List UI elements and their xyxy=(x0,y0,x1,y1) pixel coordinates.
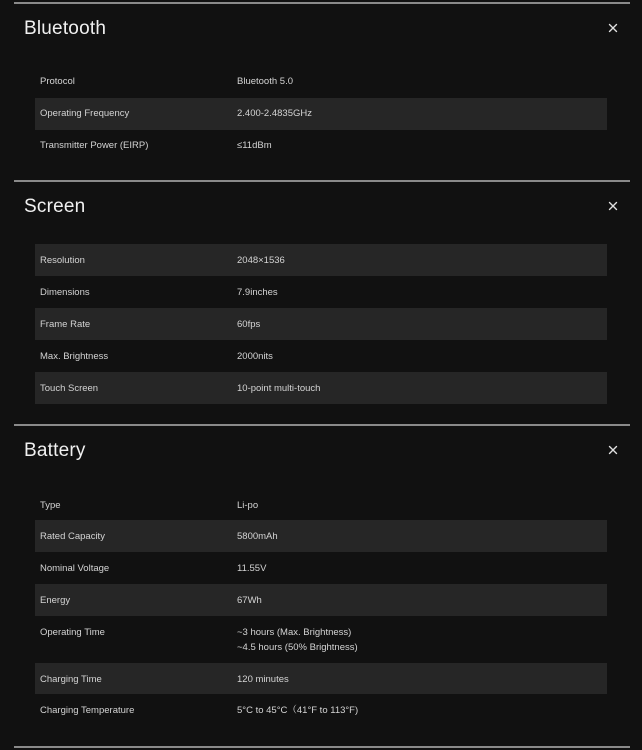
spec-label: Frame Rate xyxy=(40,319,91,330)
spec-value: 2000nits xyxy=(237,351,273,362)
spec-value: ~3 hours (Max. Brightness) xyxy=(237,627,352,638)
spec-row xyxy=(35,340,607,372)
section-screen xyxy=(14,180,630,394)
spec-label: Protocol xyxy=(40,76,75,87)
spec-label: Type xyxy=(40,500,61,511)
collapse-battery-button[interactable] xyxy=(606,443,620,457)
spec-row xyxy=(35,98,607,130)
spec-row xyxy=(35,520,607,552)
spec-value: 7.9inches xyxy=(237,287,278,298)
spec-label: Operating Frequency xyxy=(40,108,130,119)
close-icon xyxy=(606,21,620,35)
collapse-screen-button[interactable] xyxy=(606,199,620,213)
spec-label: Operating Time xyxy=(40,627,105,638)
spec-row xyxy=(35,308,607,340)
spec-value: 120 minutes xyxy=(237,674,289,685)
bottom-divider xyxy=(14,746,630,748)
spec-label: Rated Capacity xyxy=(40,531,105,542)
spec-value: 10-point multi-touch xyxy=(237,383,321,394)
section-title: Battery xyxy=(24,440,86,461)
spec-label: Nominal Voltage xyxy=(40,563,110,574)
spec-row xyxy=(35,663,607,694)
close-icon xyxy=(606,443,620,457)
spec-value-secondary: ~4.5 hours (50% Brightness) xyxy=(237,642,358,653)
spec-value: 2.400-2.4835GHz xyxy=(237,108,312,119)
spec-row xyxy=(35,372,607,404)
collapse-bluetooth-button[interactable] xyxy=(606,21,620,35)
spec-label: Max. Brightness xyxy=(40,351,109,362)
spec-row xyxy=(35,584,607,616)
spec-value: Li-po xyxy=(237,500,259,511)
spec-row xyxy=(35,276,607,308)
spec-value: 67Wh xyxy=(237,595,262,606)
spec-label: Touch Screen xyxy=(40,383,99,394)
spec-row xyxy=(35,616,607,663)
spec-value: 2048×1536 xyxy=(237,255,285,266)
spec-row xyxy=(35,130,607,162)
spec-value: 5°C to 45°C（41°F to 113°F) xyxy=(237,705,359,716)
spec-label: Transmitter Power (EIRP) xyxy=(40,140,149,151)
close-icon xyxy=(606,199,620,213)
spec-row xyxy=(35,694,607,726)
spec-row xyxy=(35,488,607,520)
spec-list xyxy=(35,244,607,404)
spec-row xyxy=(35,244,607,276)
spec-label: Charging Time xyxy=(40,674,102,685)
spec-value: Bluetooth 5.0 xyxy=(237,76,293,87)
spec-row xyxy=(35,66,607,98)
spec-value: 60fps xyxy=(237,319,261,330)
section-battery xyxy=(14,424,630,716)
section-bluetooth xyxy=(14,2,630,151)
section-title: Screen xyxy=(24,196,86,217)
spec-value: 11.55V xyxy=(237,563,267,574)
spec-value: ≤11dBm xyxy=(237,140,272,151)
spec-label: Dimensions xyxy=(40,287,90,298)
spec-label: Resolution xyxy=(40,255,85,266)
spec-label: Charging Temperature xyxy=(40,705,135,716)
spec-value: 5800mAh xyxy=(237,531,278,542)
spec-row xyxy=(35,552,607,584)
spec-list xyxy=(35,488,607,726)
spec-label: Energy xyxy=(40,595,71,606)
section-title: Bluetooth xyxy=(24,18,107,39)
spec-list xyxy=(35,66,607,162)
